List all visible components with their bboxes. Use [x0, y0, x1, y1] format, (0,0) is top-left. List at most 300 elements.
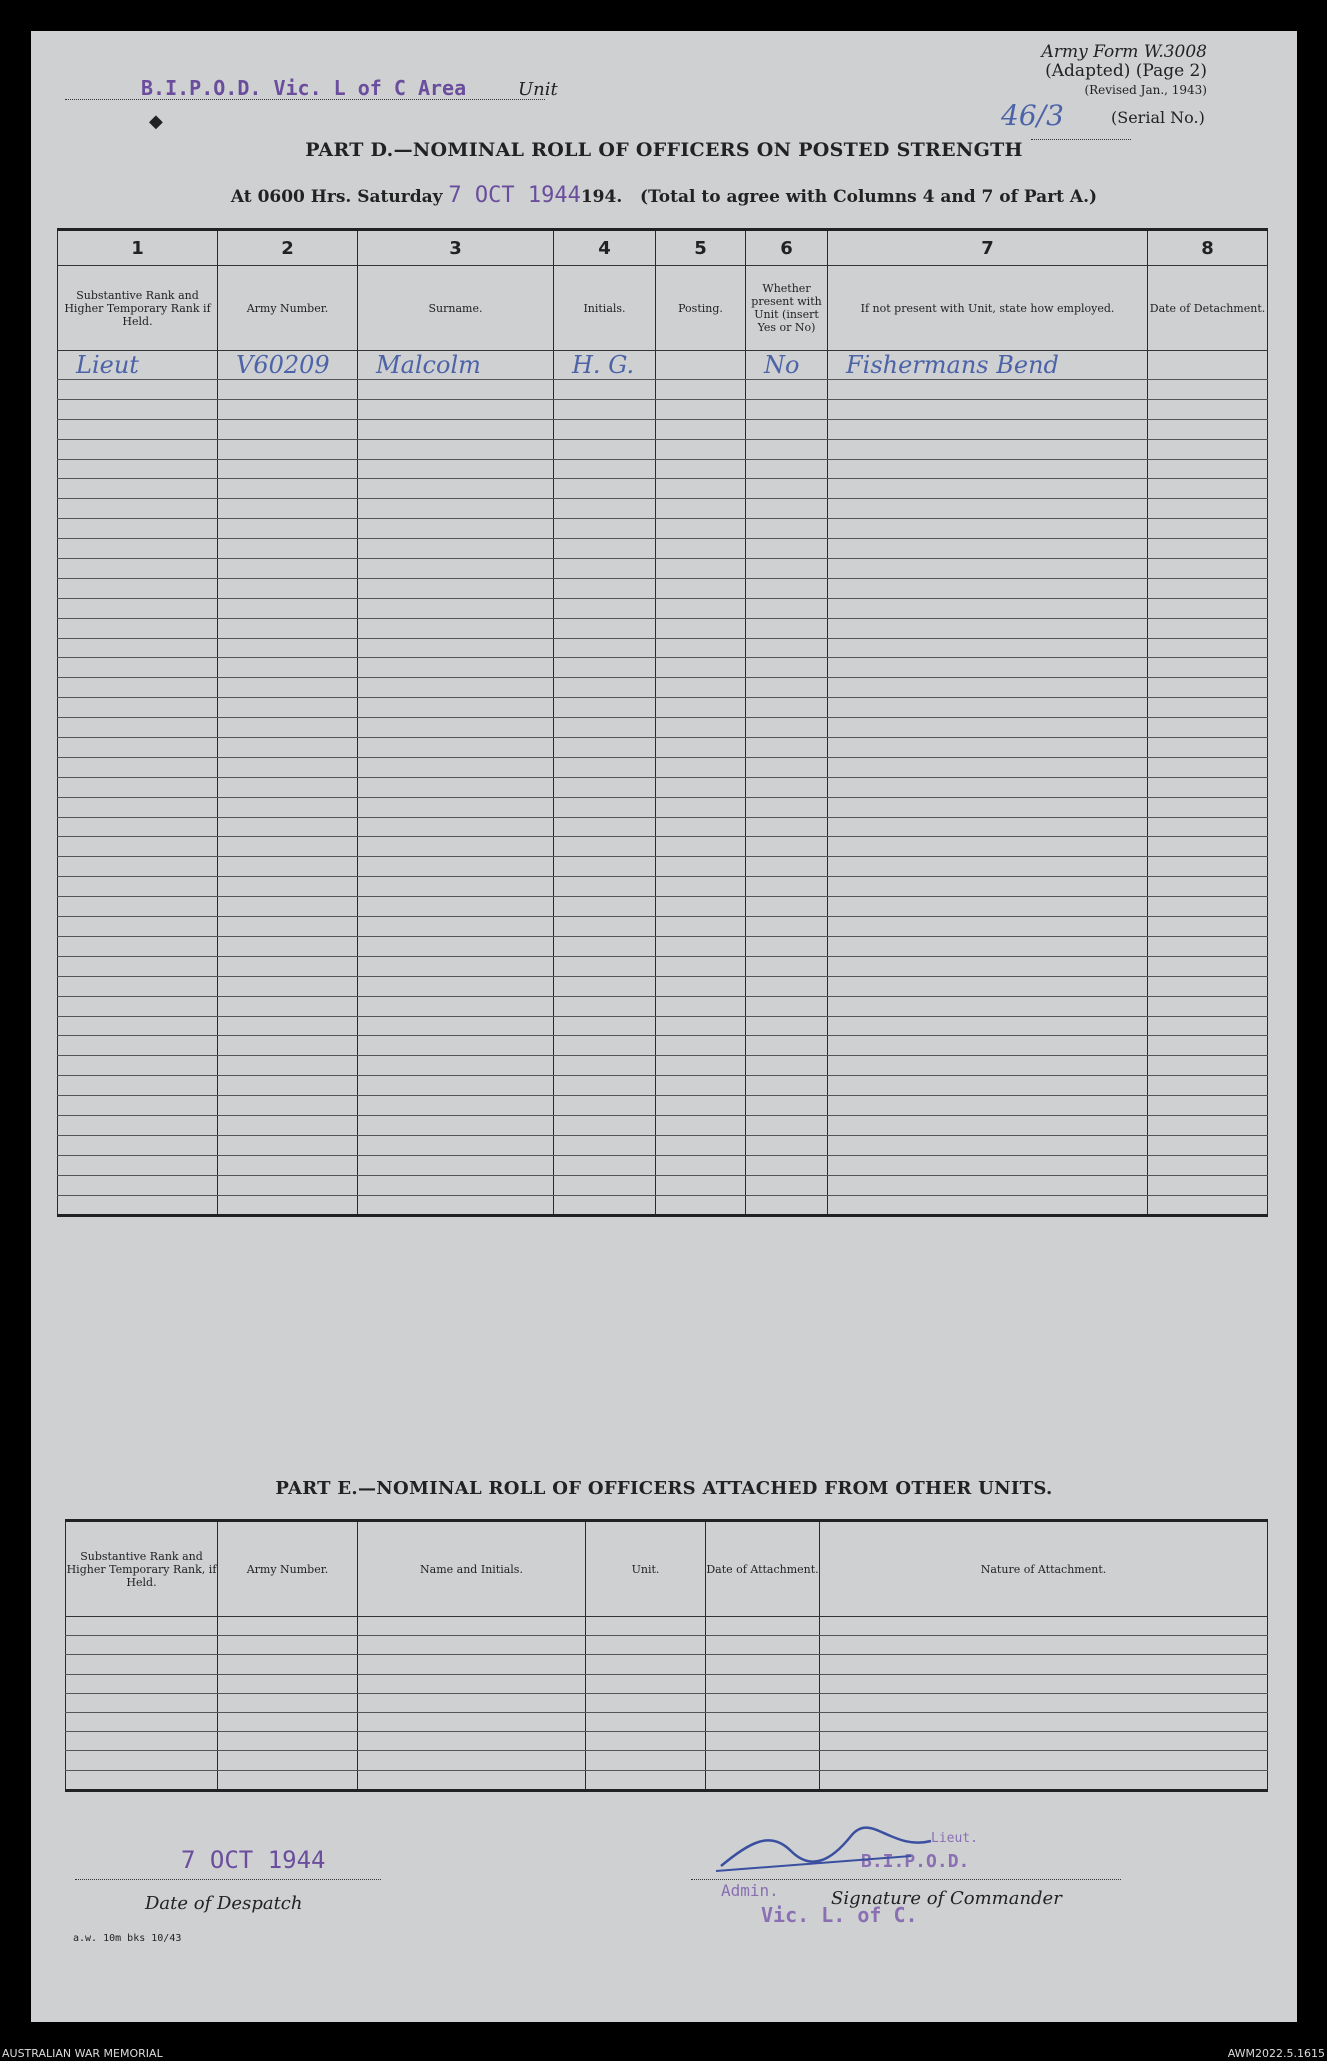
empty-cell [828, 459, 1148, 479]
empty-cell [656, 777, 746, 797]
empty-cell [828, 976, 1148, 996]
empty-cell [656, 578, 746, 598]
empty-cell [218, 578, 358, 598]
empty-cell [828, 678, 1148, 698]
empty-cell [746, 380, 828, 400]
empty-cell [1148, 439, 1268, 459]
empty-cell [358, 1076, 554, 1096]
empty-cell [1148, 917, 1268, 937]
empty-cell [746, 1036, 828, 1056]
empty-cell [58, 917, 218, 937]
table-row [58, 638, 1268, 658]
empty-cell [1148, 499, 1268, 519]
column-number: 5 [656, 230, 746, 266]
entry-date [1148, 351, 1166, 379]
column-number: 1 [58, 230, 218, 266]
empty-cell [656, 1195, 746, 1216]
empty-cell [554, 857, 656, 877]
empty-cell [656, 936, 746, 956]
empty-cell [218, 598, 358, 618]
empty-cell [1148, 877, 1268, 897]
empty-cell [828, 1096, 1148, 1116]
empty-cell [58, 1135, 218, 1155]
table-row [58, 380, 1268, 400]
empty-cell [746, 837, 828, 857]
empty-cell [656, 917, 746, 937]
empty-cell [828, 559, 1148, 579]
table-row [66, 1712, 1268, 1731]
empty-cell [358, 638, 554, 658]
empty-cell [746, 1155, 828, 1175]
table-row [66, 1674, 1268, 1693]
empty-cell [58, 877, 218, 897]
empty-cell [58, 419, 218, 439]
empty-cell [218, 1056, 358, 1076]
empty-cell [1148, 718, 1268, 738]
empty-cell [656, 479, 746, 499]
empty-cell [358, 757, 554, 777]
empty-cell [746, 539, 828, 559]
empty-cell [58, 777, 218, 797]
empty-cell [218, 499, 358, 519]
empty-cell [656, 1155, 746, 1175]
empty-cell [218, 777, 358, 797]
empty-cell [358, 1115, 554, 1135]
empty-cell [554, 618, 656, 638]
empty-cell [1148, 837, 1268, 857]
empty-cell [58, 678, 218, 698]
table-row [58, 578, 1268, 598]
empty-cell [358, 897, 554, 917]
empty-cell [218, 1135, 358, 1155]
empty-cell [58, 797, 218, 817]
table-row [58, 598, 1268, 618]
empty-cell [58, 399, 218, 419]
part-d-table [57, 228, 1268, 1217]
empty-cell [554, 738, 656, 758]
empty-cell [358, 956, 554, 976]
empty-cell [554, 519, 656, 539]
entry-cell [746, 351, 828, 380]
column-header-row [58, 266, 1268, 351]
empty-cell [218, 1036, 358, 1056]
empty-cell [66, 1751, 218, 1770]
empty-cell [358, 837, 554, 857]
empty-cell [828, 936, 1148, 956]
empty-cell [218, 1175, 358, 1195]
form-name: Army Form W.3008 [1041, 42, 1207, 62]
table-row [58, 519, 1268, 539]
empty-cell [746, 956, 828, 976]
column-number: 7 [828, 230, 1148, 266]
empty-cell [554, 996, 656, 1016]
empty-cell [358, 857, 554, 877]
empty-cell [58, 658, 218, 678]
empty-cell [1148, 698, 1268, 718]
empty-cell [1148, 618, 1268, 638]
empty-cell [746, 857, 828, 877]
table-row [58, 698, 1268, 718]
empty-cell [554, 578, 656, 598]
empty-cell [656, 1175, 746, 1195]
table-row [58, 499, 1268, 519]
empty-cell [828, 777, 1148, 797]
empty-cell [820, 1636, 1268, 1655]
empty-cell [58, 976, 218, 996]
empty-cell [828, 658, 1148, 678]
empty-cell [746, 559, 828, 579]
empty-cell [58, 936, 218, 956]
empty-cell [358, 658, 554, 678]
empty-cell [218, 1674, 358, 1693]
table-row [58, 479, 1268, 499]
empty-cell [554, 479, 656, 499]
empty-cell [218, 976, 358, 996]
table-row [58, 419, 1268, 439]
empty-cell [58, 1036, 218, 1056]
empty-cell [828, 797, 1148, 817]
empty-cell [828, 1195, 1148, 1216]
empty-cell [358, 1693, 586, 1712]
table-row [58, 459, 1268, 479]
empty-cell [554, 1016, 656, 1036]
table-row [58, 956, 1268, 976]
empty-cell [586, 1732, 706, 1751]
unit-label: Unit [518, 79, 558, 100]
table-row [58, 837, 1268, 857]
empty-cell [1148, 897, 1268, 917]
empty-cell [746, 459, 828, 479]
empty-cell [656, 797, 746, 817]
empty-cell [358, 777, 554, 797]
empty-cell [554, 499, 656, 519]
empty-cell [358, 499, 554, 519]
empty-cell [1148, 598, 1268, 618]
empty-cell [218, 1636, 358, 1655]
empty-cell [586, 1655, 706, 1674]
empty-cell [746, 1096, 828, 1116]
empty-cell [58, 439, 218, 459]
stamp-line-1: Lieut. [931, 1831, 978, 1846]
pin-mark: ◆ [149, 111, 163, 132]
entry-cell [656, 351, 746, 380]
empty-cell [218, 897, 358, 917]
empty-cell [656, 757, 746, 777]
empty-cell [66, 1712, 218, 1731]
empty-cell [828, 539, 1148, 559]
form-sheet [31, 31, 1297, 2022]
form-revised: (Revised Jan., 1943) [1084, 83, 1207, 97]
empty-cell [218, 658, 358, 678]
empty-cell [1148, 976, 1268, 996]
empty-cell [58, 618, 218, 638]
empty-cell [58, 459, 218, 479]
empty-cell [554, 439, 656, 459]
empty-cell [1148, 638, 1268, 658]
empty-cell [820, 1655, 1268, 1674]
entry-initials: H. G. [572, 351, 635, 379]
empty-cell [1148, 419, 1268, 439]
despatch-line [75, 1879, 381, 1880]
empty-cell [820, 1693, 1268, 1712]
form-adapted: (Adapted) (Page 2) [1045, 61, 1207, 81]
empty-cell [828, 718, 1148, 738]
empty-cell [746, 757, 828, 777]
column-header: Army Number. [218, 1521, 358, 1617]
empty-cell [358, 817, 554, 837]
empty-cell [218, 1655, 358, 1674]
empty-cell [58, 559, 218, 579]
column-header: Surname. [358, 266, 554, 351]
empty-cell [358, 598, 554, 618]
empty-cell [1148, 738, 1268, 758]
empty-cell [218, 1617, 358, 1636]
empty-cell [656, 658, 746, 678]
empty-cell [656, 598, 746, 618]
empty-cell [828, 877, 1148, 897]
empty-cell [586, 1770, 706, 1790]
empty-cell [554, 817, 656, 837]
empty-cell [746, 1016, 828, 1036]
empty-cell [1148, 399, 1268, 419]
empty-cell [358, 1016, 554, 1036]
empty-cell [828, 1076, 1148, 1096]
serial-number: 46/3 [1001, 99, 1064, 132]
empty-cell [58, 578, 218, 598]
empty-cell [1148, 936, 1268, 956]
empty-cell [554, 1076, 656, 1096]
empty-cell [58, 539, 218, 559]
empty-cell [58, 1056, 218, 1076]
roll-date-stamp: 7 OCT 1944 [448, 183, 581, 208]
empty-cell [828, 419, 1148, 439]
empty-cell [554, 837, 656, 857]
empty-cell [218, 996, 358, 1016]
entry-present: No [764, 351, 800, 379]
empty-cell [828, 499, 1148, 519]
empty-cell [656, 738, 746, 758]
empty-cell [218, 1076, 358, 1096]
table-row [58, 1056, 1268, 1076]
empty-cell [554, 777, 656, 797]
empty-cell [656, 678, 746, 698]
empty-cell [218, 678, 358, 698]
entry-cell [1148, 351, 1268, 380]
empty-cell [746, 399, 828, 419]
empty-cell [656, 419, 746, 439]
empty-cell [218, 479, 358, 499]
empty-cell [1148, 1175, 1268, 1195]
form-reference [1042, 43, 1207, 100]
table-row [58, 718, 1268, 738]
empty-cell [358, 479, 554, 499]
table-row [58, 817, 1268, 837]
entry-cell [554, 351, 656, 380]
empty-cell [358, 1036, 554, 1056]
empty-cell [554, 1115, 656, 1135]
empty-cell [1148, 578, 1268, 598]
empty-cell [358, 1732, 586, 1751]
empty-cell [218, 1155, 358, 1175]
empty-cell [218, 419, 358, 439]
empty-cell [358, 996, 554, 1016]
empty-cell [358, 618, 554, 638]
empty-cell [218, 1693, 358, 1712]
empty-cell [218, 539, 358, 559]
empty-cell [554, 917, 656, 937]
empty-cell [58, 479, 218, 499]
empty-cell [656, 877, 746, 897]
empty-cell [706, 1751, 820, 1770]
empty-cell [746, 678, 828, 698]
column-header: Name and Initials. [358, 1521, 586, 1617]
empty-cell [554, 399, 656, 419]
stamp-line-3: Admin. [721, 1881, 779, 1900]
empty-cell [1148, 996, 1268, 1016]
empty-cell [554, 678, 656, 698]
empty-cell [828, 598, 1148, 618]
empty-cell [746, 976, 828, 996]
empty-cell [746, 877, 828, 897]
entry-rank: Lieut [76, 351, 139, 379]
empty-cell [656, 1135, 746, 1155]
archive-left: AUSTRALIAN WAR MEMORIAL [2, 2047, 163, 2060]
empty-cell [656, 519, 746, 539]
column-header: Date of Attachment. [706, 1521, 820, 1617]
empty-cell [1148, 1155, 1268, 1175]
empty-cell [218, 936, 358, 956]
table-row [66, 1751, 1268, 1770]
empty-cell [828, 399, 1148, 419]
empty-cell [358, 1636, 586, 1655]
empty-cell [358, 698, 554, 718]
empty-cell [218, 1770, 358, 1790]
column-header: Unit. [586, 1521, 706, 1617]
empty-cell [358, 1195, 554, 1216]
table-row [58, 976, 1268, 996]
empty-cell [746, 598, 828, 618]
empty-cell [1148, 1135, 1268, 1155]
empty-cell [1148, 1076, 1268, 1096]
column-header: Date of Detachment. [1148, 266, 1268, 351]
empty-cell [58, 757, 218, 777]
column-header: Army Number. [218, 266, 358, 351]
empty-cell [358, 1096, 554, 1116]
column-header: Posting. [656, 266, 746, 351]
table-row [58, 797, 1268, 817]
empty-cell [746, 897, 828, 917]
part-e-table [65, 1519, 1268, 1792]
table-row [66, 1770, 1268, 1790]
empty-cell [1148, 1195, 1268, 1216]
column-number: 3 [358, 230, 554, 266]
empty-cell [218, 1732, 358, 1751]
table-row [58, 618, 1268, 638]
empty-cell [358, 917, 554, 937]
signature-line [691, 1879, 1121, 1880]
empty-cell [218, 917, 358, 937]
empty-cell [58, 1195, 218, 1216]
column-header: Substantive Rank and Higher Temporary Rank if Held. [58, 266, 218, 351]
empty-cell [656, 1016, 746, 1036]
column-header: If not present with Unit, state how employed. [828, 266, 1148, 351]
empty-cell [746, 817, 828, 837]
empty-cell [656, 1076, 746, 1096]
part-d-subtitle [31, 183, 1297, 208]
empty-cell [828, 996, 1148, 1016]
empty-cell [706, 1693, 820, 1712]
table-row [58, 897, 1268, 917]
empty-cell [1148, 459, 1268, 479]
empty-cell [554, 877, 656, 897]
empty-cell [218, 459, 358, 479]
empty-cell [746, 698, 828, 718]
entry-employed: Fishermans Bend [846, 351, 1059, 379]
column-number: 4 [554, 230, 656, 266]
print-code: a.w. 10m bks 10/43 [73, 1933, 182, 1944]
empty-cell [656, 718, 746, 738]
empty-cell [58, 1016, 218, 1036]
empty-cell [1148, 678, 1268, 698]
empty-cell [58, 1076, 218, 1096]
empty-cell [746, 1056, 828, 1076]
despatch-label: Date of Despatch [145, 1893, 303, 1914]
empty-cell [820, 1770, 1268, 1790]
empty-cell [656, 380, 746, 400]
empty-cell [746, 936, 828, 956]
table-row [58, 1076, 1268, 1096]
stamp-line-4: Vic. L. of C. [761, 1903, 918, 1927]
empty-cell [828, 1036, 1148, 1056]
empty-cell [828, 380, 1148, 400]
empty-cell [706, 1770, 820, 1790]
empty-cell [656, 817, 746, 837]
empty-cell [358, 877, 554, 897]
empty-cell [828, 757, 1148, 777]
empty-cell [828, 479, 1148, 499]
column-number: 2 [218, 230, 358, 266]
empty-cell [746, 1115, 828, 1135]
empty-cell [828, 618, 1148, 638]
empty-cell [828, 439, 1148, 459]
empty-cell [58, 519, 218, 539]
empty-cell [66, 1732, 218, 1751]
empty-cell [706, 1732, 820, 1751]
empty-cell [218, 837, 358, 857]
empty-cell [58, 638, 218, 658]
table-row [58, 1115, 1268, 1135]
empty-cell [1148, 479, 1268, 499]
empty-cell [554, 380, 656, 400]
empty-cell [58, 956, 218, 976]
empty-cell [1148, 1036, 1268, 1056]
empty-cell [58, 698, 218, 718]
empty-cell [1148, 1115, 1268, 1135]
empty-cell [656, 996, 746, 1016]
empty-cell [656, 1036, 746, 1056]
empty-cell [554, 1175, 656, 1195]
table-row [66, 1655, 1268, 1674]
empty-cell [746, 419, 828, 439]
empty-cell [1148, 857, 1268, 877]
empty-cell [656, 539, 746, 559]
serial-label: (Serial No.) [1111, 108, 1205, 127]
column-header: Nature of Attachment. [820, 1521, 1268, 1617]
empty-cell [586, 1693, 706, 1712]
table-row [58, 539, 1268, 559]
entry-cell [218, 351, 358, 380]
empty-cell [358, 1056, 554, 1076]
